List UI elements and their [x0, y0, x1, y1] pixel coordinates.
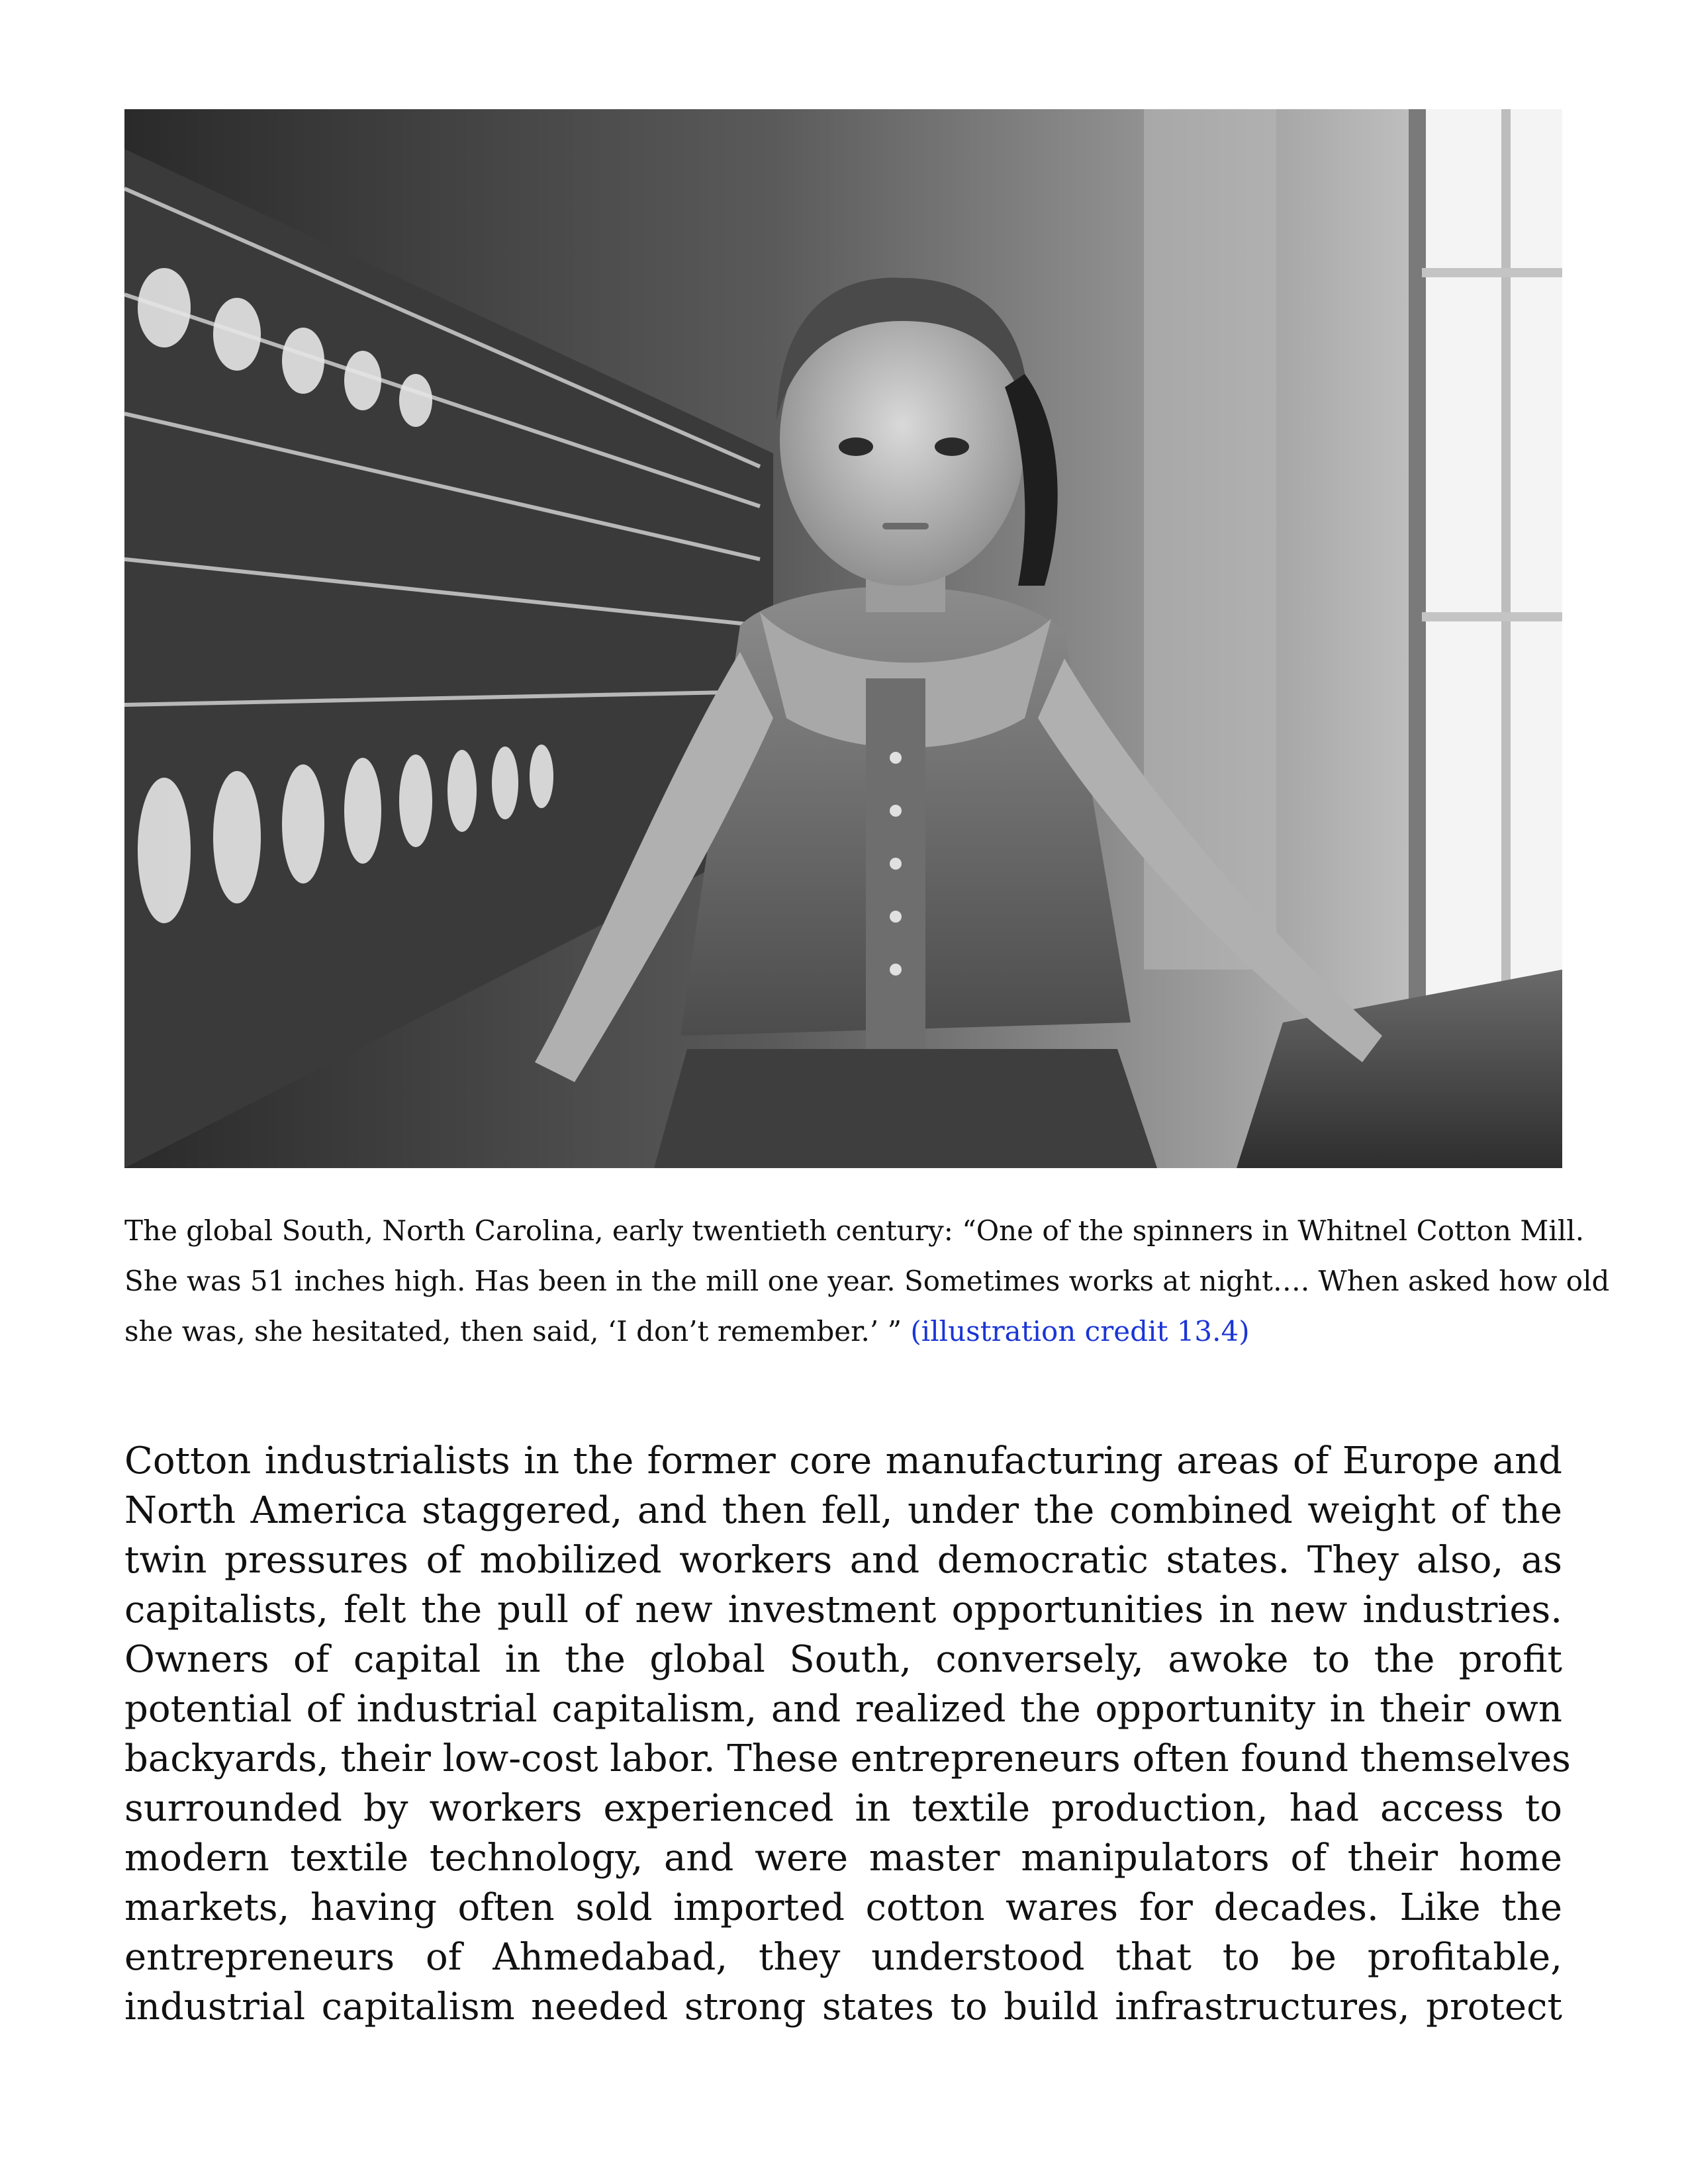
body-line: Owners of capital in the global South, conversely, awoke to the profit	[124, 1638, 1562, 1681]
body-line: twin pressures of mobilized workers and democratic states. They also, as	[124, 1539, 1562, 1582]
caption-line	[124, 1306, 1562, 1357]
photo-icon	[124, 109, 1562, 1168]
body-line: modern textile technology, and were master manipulators of their home	[124, 1837, 1562, 1880]
body-line: industrial capitalism needed strong states to build infrastructures, protect	[124, 1985, 1562, 2028]
body-line: capitalists, felt the pull of new investment opportunities in new industries.	[124, 1588, 1562, 1631]
mill-photo	[124, 109, 1562, 1168]
body-line: North America staggered, and then fell, under the combined weight of the	[124, 1489, 1562, 1532]
body-line: potential of industrial capitalism, and realized the opportunity in their own	[124, 1688, 1562, 1731]
caption-line: The global South, North Carolina, early twentieth century: “One of the spinners in Whitnel Cotton Mill.	[124, 1214, 1585, 1247]
body-line: markets, having often sold imported cotton wares for decades. Like the	[124, 1886, 1562, 1929]
body-line: surrounded by workers experienced in textile production, had access to	[124, 1787, 1562, 1830]
body-line: backyards, their low-cost labor. These entrepreneurs often found themselves	[124, 1737, 1571, 1780]
body-line: entrepreneurs of Ahmedabad, they understood that to be profitable,	[124, 1936, 1562, 1979]
figure-caption	[124, 1206, 1610, 1357]
body-line: Cotton industrialists in the former core manufacturing areas of Europe and	[124, 1439, 1562, 1482]
caption-line: She was 51 inches high. Has been in the mill one year. Sometimes works at night…. When asked how old	[124, 1265, 1610, 1297]
caption-line-text: she was, she hesitated, then said, ‘I don’t remember.’ ”	[124, 1315, 911, 1347]
body-paragraph	[124, 1436, 1571, 2032]
illustration-credit-link[interactable]: (illustration credit 13.4)	[910, 1315, 1250, 1347]
